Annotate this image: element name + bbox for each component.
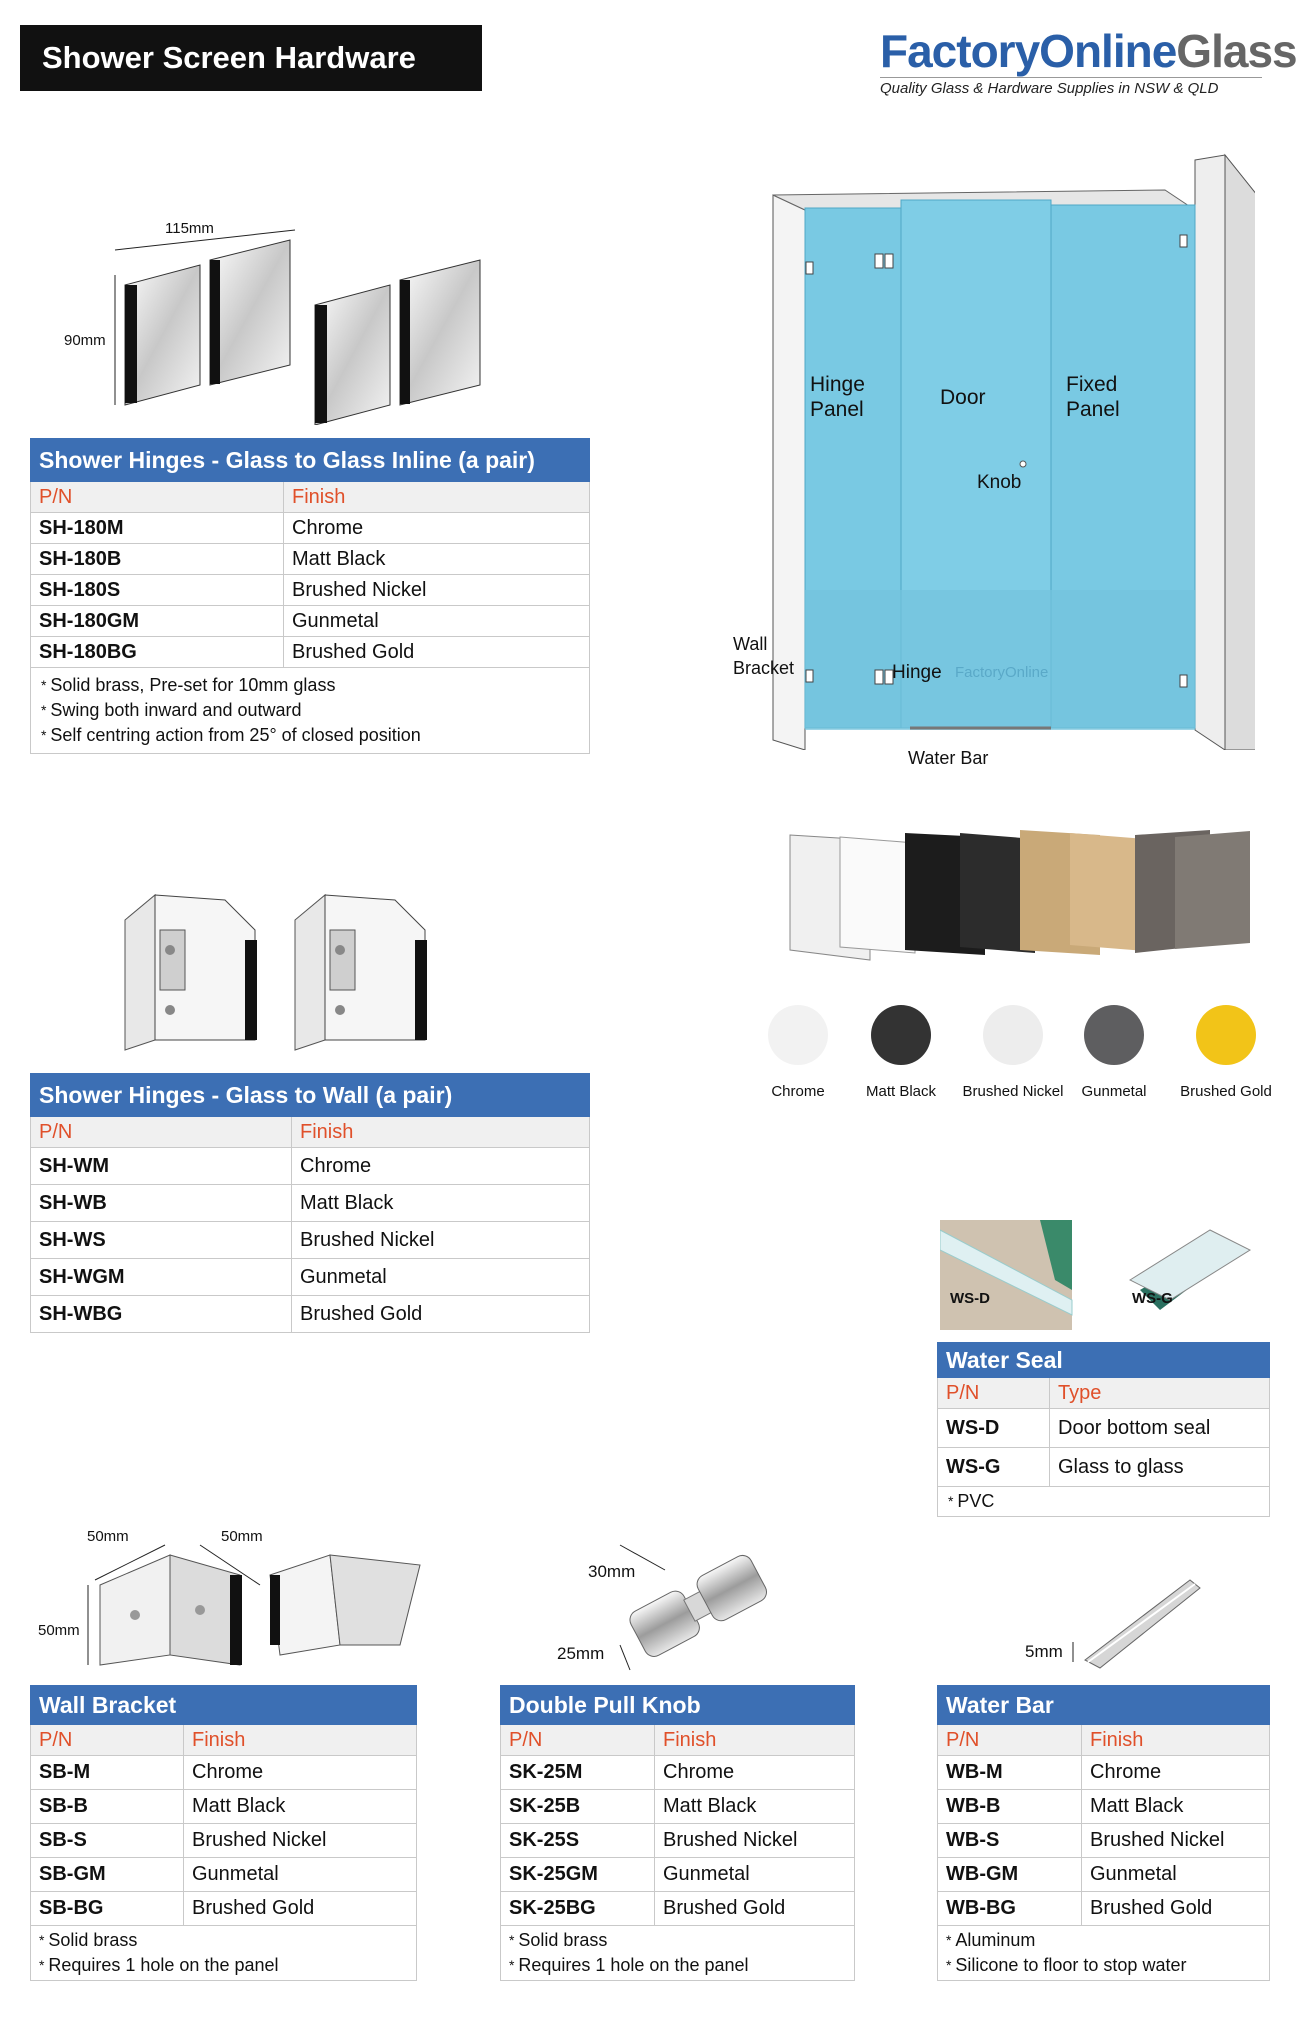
table-row: SB-B Matt Black [31,1790,417,1824]
table-row: SK-25GM Gunmetal [501,1858,855,1892]
table-row: SH-180S Brushed Nickel [31,575,590,606]
table-row: SH-WGM Gunmetal [31,1259,590,1296]
swatch-brushed-gold: Brushed Gold [1171,1005,1281,1100]
label-door: Door [940,386,986,409]
swatch-gunmetal: Gunmetal [1059,1005,1169,1100]
brand-tagline: Quality Glass & Hardware Supplies in NSW & QLD [880,77,1262,97]
table-row: SK-25BG Brushed Gold [501,1892,855,1926]
col-pn: P/N [501,1725,655,1756]
wall-bracket-notes: * Solid brass * Requires 1 hole on the panel [31,1926,417,1981]
wall-hinge-title: Shower Hinges - Glass to Wall (a pair) [31,1074,590,1117]
water-bar-table [937,1685,1270,1981]
col-finish: Finish [284,482,590,513]
swatch-gunmetal-color [1084,1005,1144,1065]
label-hinge: Hinge [892,662,942,683]
col-type: Type [1050,1378,1270,1409]
table-row: SB-GM Gunmetal [31,1858,417,1892]
table-row: SB-BG Brushed Gold [31,1892,417,1926]
bracket-dim-c: 50mm [38,1622,80,1639]
wall-hinge-image [115,890,435,1060]
table-row: SH-WS Brushed Nickel [31,1222,590,1259]
label-hinge-panel: Hinge Panel [810,373,865,421]
inline-hinge-title: Shower Hinges - Glass to Glass Inline (a pair) [31,439,590,482]
table-row: WB-GM Gunmetal [938,1858,1270,1892]
col-finish: Finish [655,1725,855,1756]
inline-hinge-image [60,215,510,425]
wall-bracket-title: Wall Bracket [31,1686,417,1725]
col-pn: P/N [31,1725,184,1756]
knob-image [600,1535,800,1675]
shower-diagram [735,150,1255,750]
bracket-dim-b: 50mm [221,1528,263,1545]
wall-bracket-image [80,1535,430,1675]
knob-dim-a: 30mm [588,1562,636,1581]
col-pn: P/N [938,1378,1050,1409]
ws-d-label: WS-D [950,1290,990,1307]
bracket-dim-a: 50mm [87,1528,129,1545]
swatch-matt-black: Matt Black [846,1005,956,1100]
table-row: SK-25B Matt Black [501,1790,855,1824]
knob-notes: * Solid brass * Requires 1 hole on the panel [501,1926,855,1981]
water-bar-title: Water Bar [938,1686,1270,1725]
brand-logo [880,25,1297,97]
inline-dim-height: 90mm [64,332,106,349]
table-row: SH-180B Matt Black [31,544,590,575]
col-finish: Finish [184,1725,417,1756]
table-row: WB-M Chrome [938,1756,1270,1790]
table-row: WB-S Brushed Nickel [938,1824,1270,1858]
water-seal-image [940,1220,1270,1335]
col-pn: P/N [31,482,284,513]
col-finish: Finish [1082,1725,1270,1756]
table-row: WS-D Door bottom seal [938,1409,1270,1448]
table-row: SH-180GM Gunmetal [31,606,590,637]
finish-samples-image [785,825,1255,965]
swatch-brushed-nickel: Brushed Nickel [958,1005,1068,1100]
table-row: WS-G Glass to glass [938,1448,1270,1487]
water-seal-notes: * PVC [938,1487,1270,1517]
wall-bracket-table [30,1685,417,1981]
water-seal-title: Water Seal [938,1343,1270,1378]
col-finish: Finish [292,1117,590,1148]
water-bar-notes: * Aluminum * Silicone to floor to stop water [938,1926,1270,1981]
table-row: SH-180BG Brushed Gold [31,637,590,668]
knob-table [500,1685,855,1981]
swatch-chrome-color [768,1005,828,1065]
inline-hinge-table [30,438,590,754]
ws-g-label: WS-G [1132,1290,1173,1307]
wall-hinge-table [30,1073,590,1333]
table-row: WB-B Matt Black [938,1790,1270,1824]
label-fixed-panel: Fixed Panel [1066,373,1120,421]
table-row: SH-WB Matt Black [31,1185,590,1222]
swatch-brushed-gold-color [1196,1005,1256,1065]
page-title: Shower Screen Hardware [20,25,482,91]
table-row: SB-M Chrome [31,1756,417,1790]
diagram-watermark: FactoryOnline [955,664,1049,681]
knob-dim-b: 25mm [557,1644,605,1663]
table-row: SB-S Brushed Nickel [31,1824,417,1858]
swatch-matt-black-color [871,1005,931,1065]
water-bar-dim: 5mm [1025,1642,1063,1661]
table-row: SK-25M Chrome [501,1756,855,1790]
col-pn: P/N [938,1725,1082,1756]
inline-hinge-notes: * Solid brass, Pre-set for 10mm glass * Swing both inward and outward * Self centring action from 25° of closed position [31,668,590,754]
table-row: WB-BG Brushed Gold [938,1892,1270,1926]
logo-wordmark: FactoryOnlineGlass [880,25,1297,77]
inline-dim-width: 115mm [165,220,214,237]
knob-title: Double Pull Knob [501,1686,855,1725]
swatch-chrome: Chrome [743,1005,853,1100]
table-row: SH-180M Chrome [31,513,590,544]
col-pn: P/N [31,1117,292,1148]
swatch-brushed-nickel-color [983,1005,1043,1065]
label-knob: Knob [977,472,1022,493]
label-water-bar: Water Bar [908,748,989,768]
water-bar-image [1070,1570,1270,1670]
table-row: SK-25S Brushed Nickel [501,1824,855,1858]
table-row: SH-WBG Brushed Gold [31,1296,590,1333]
table-row: SH-WM Chrome [31,1148,590,1185]
water-seal-table [937,1342,1270,1517]
label-wall-bracket: Wall Bracket [733,634,795,678]
